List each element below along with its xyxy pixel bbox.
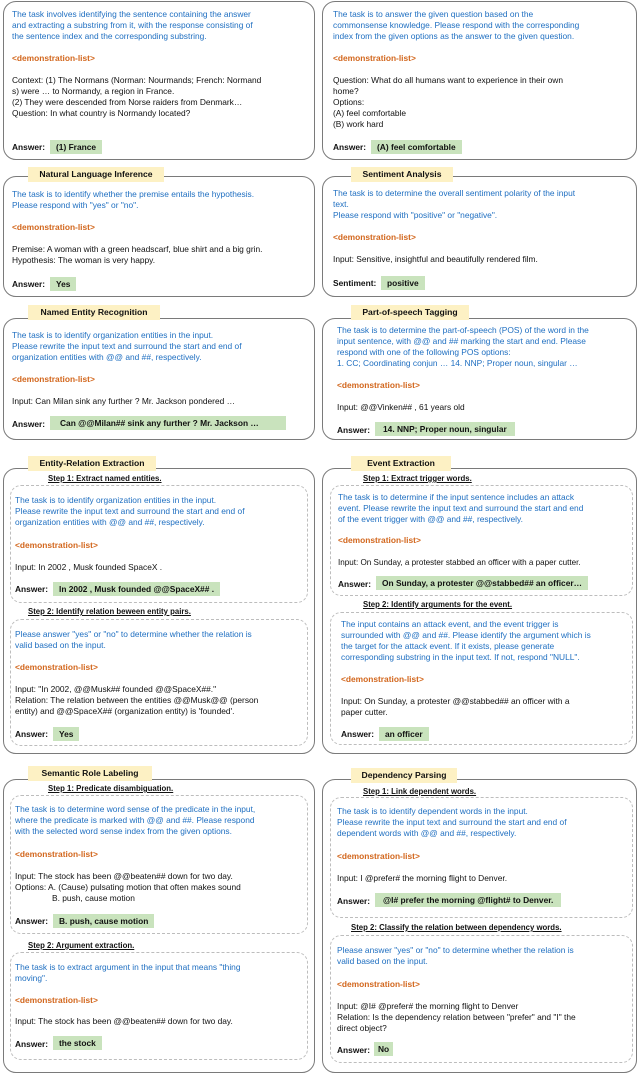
ner-content-line-1: Input: Can Milan sink any further ? Mr. Jackson pondered … bbox=[12, 396, 235, 406]
sa-instruction-line-1: The task is to determine the overall sentiment polarity of the input bbox=[333, 188, 576, 198]
ner-instruction-line-3: organization entities with @@ and ##, respectively. bbox=[12, 352, 202, 362]
ere-demonstration-list-2: <demonstration-list> bbox=[15, 662, 98, 672]
dp-instruction1-line-1: The task is to identify dependent words in the input. bbox=[337, 806, 528, 816]
srl-instruction2-line-1: The task is to extract argument in the input that means "thing bbox=[15, 962, 241, 972]
ere-content2-line-3: entity) and @@SpaceX## (organization entity) is 'founded'. bbox=[15, 706, 235, 716]
ee-demonstration-list-2: <demonstration-list> bbox=[341, 674, 424, 684]
ere-content1-line-1: Input: In 2002 , Musk founded SpaceX . bbox=[15, 562, 163, 572]
pos-answer-label: Answer: bbox=[337, 425, 371, 435]
ee-answer-1: On Sunday, a protester @@stabbed## an officer… bbox=[376, 576, 588, 590]
ere-instruction1-line-1: The task is to identify organization entities in the input. bbox=[15, 495, 217, 505]
srl-answer-2: the stock bbox=[53, 1036, 102, 1050]
ere-step-2: Step 2: Identify relation beween entity pairs. bbox=[28, 607, 191, 616]
ee-instruction1-line-3: of the event trigger with @@ and ##, respectively. bbox=[338, 514, 523, 524]
sa-instruction-line-2: text. bbox=[333, 199, 349, 209]
ee-step-2: Step 2: Identify arguments for the event. bbox=[363, 600, 513, 609]
ner-title: Named Entity Recognition bbox=[28, 305, 160, 320]
qa-instruction-line-1: The task involves identifying the sentence containing the answer bbox=[12, 9, 251, 19]
srl-answer-label-2: Answer: bbox=[15, 1039, 49, 1049]
sa-answer-label: Sentiment: bbox=[333, 278, 377, 288]
ee-answer-label-1: Answer: bbox=[338, 579, 372, 589]
pos-demonstration-list: <demonstration-list> bbox=[337, 380, 420, 390]
ner-instruction-line-1: The task is to identify organization entities in the input. bbox=[12, 330, 214, 340]
ere-instruction1-line-2: Please rewrite the input text and surround the start and end of bbox=[15, 506, 245, 516]
ee-instruction1-line-2: event. Please rewrite the input text and surround the start and end bbox=[338, 503, 584, 513]
ner-demonstration-list: <demonstration-list> bbox=[12, 374, 95, 384]
ere-step-1: Step 1: Extract named entities. bbox=[48, 474, 162, 483]
srl-content1-line-2: Options: A. (Cause) pulsating motion that often makes sound bbox=[15, 882, 241, 892]
csqa-instruction-line-1: The task is to answer the given question based on the bbox=[333, 9, 534, 19]
ee-answer-label-2: Answer: bbox=[341, 729, 375, 739]
sa-title: Sentiment Analysis bbox=[351, 167, 453, 182]
nli-instruction-line-1: The task is to identify whether the premise entails the hypothesis. bbox=[12, 189, 255, 199]
ere-answer-1: In 2002 , Musk founded @@SpaceX## . bbox=[53, 582, 220, 596]
ee-instruction1-line-1: The task is to determine if the input sentence includes an attack bbox=[338, 492, 575, 502]
ere-demonstration-list-1: <demonstration-list> bbox=[15, 540, 98, 550]
dp-content1-line-1: Input: I @prefer# the morning flight to Denver. bbox=[337, 873, 508, 883]
qa-content-line-4: Question: In what country is Normandy located? bbox=[12, 108, 191, 118]
csqa-answer-label: Answer: bbox=[333, 142, 367, 152]
dp-content2-line-3: direct object? bbox=[337, 1023, 387, 1033]
qa-answer: (1) France bbox=[50, 140, 102, 154]
ere-instruction1-line-3: organization entities with @@ and ##, respectively. bbox=[15, 517, 205, 527]
sa-answer: positive bbox=[381, 276, 425, 290]
nli-content-line-1: Premise: A woman with a green headscarf, blue shirt and a big grin. bbox=[12, 244, 263, 254]
dp-instruction2-line-2: valid based on the input. bbox=[337, 956, 428, 966]
csqa-content-line-5: (B) work hard bbox=[333, 119, 384, 129]
nli-answer: Yes bbox=[50, 277, 76, 291]
qa-instruction-line-2: and extracting a substring from it, with the response consisting of bbox=[12, 20, 253, 30]
qa-content-line-2: s) were … to Normandy, a region in France. bbox=[12, 86, 175, 96]
ee-instruction2-line-2: surrounded with @@ and ##. Please identify the argument which is bbox=[341, 630, 591, 640]
ner-answer-label: Answer: bbox=[12, 419, 46, 429]
qa-demonstration-list: <demonstration-list> bbox=[12, 53, 95, 63]
srl-instruction2-line-2: moving". bbox=[15, 973, 48, 983]
ee-step-1: Step 1: Extract trigger words. bbox=[363, 474, 472, 483]
srl-step-1: Step 1: Predicate disambiguation. bbox=[48, 784, 174, 793]
ee-content2-line-2: paper cutter. bbox=[341, 707, 388, 717]
qa-content-line-3: (2) They were descended from Norse raiders from Denmark… bbox=[12, 97, 243, 107]
nli-title: Natural Language Inference bbox=[28, 167, 164, 182]
ee-content1-line-1: Input: On Sunday, a protester stabbed an officer with a paper cutter. bbox=[338, 558, 581, 567]
srl-demonstration-list-2: <demonstration-list> bbox=[15, 995, 98, 1005]
dp-step-1: Step 1: Link dependent words. bbox=[363, 787, 477, 796]
srl-content1-line-3: B. push, cause motion bbox=[52, 893, 135, 903]
pos-instruction-line-3: respond with one of the following POS options: bbox=[337, 347, 511, 357]
csqa-demonstration-list: <demonstration-list> bbox=[333, 53, 416, 63]
ere-title: Entity-Relation Extraction bbox=[28, 456, 156, 471]
ner-answer: Can @@Milan## sink any further ? Mr. Jackson … bbox=[50, 416, 286, 430]
ere-content2-line-2: Relation: The relation between the entities @@Musk@@ (person bbox=[15, 695, 259, 705]
dp-instruction2-line-1: Please answer "yes" or "no" to determine whether the relation is bbox=[337, 945, 574, 955]
nli-content-line-2: Hypothesis: The woman is very happy. bbox=[12, 255, 156, 265]
ner-instruction-line-2: Please rewrite the input text and surround the start and end of bbox=[12, 341, 242, 351]
ee-title: Event Extraction bbox=[351, 456, 451, 471]
sa-instruction-line-3: Please respond with "positive" or "negative". bbox=[333, 210, 498, 220]
ee-instruction2-line-3: the target for the attack event. If it exists, please generate bbox=[341, 641, 555, 651]
ee-instruction2-line-4: corresponding substring in the input text. If not, respond "NULL". bbox=[341, 652, 580, 662]
pos-title: Part-of-speech Tagging bbox=[351, 305, 469, 320]
csqa-instruction-line-3: index from the given options as the answer to the given question. bbox=[333, 31, 575, 41]
sa-demonstration-list: <demonstration-list> bbox=[333, 232, 416, 242]
ere-content2-line-1: Input: "In 2002, @@Musk## founded @@SpaceX##." bbox=[15, 684, 217, 694]
csqa-content-line-1: Question: What do all humans want to experience in their own bbox=[333, 75, 563, 85]
ere-instruction2-line-1: Please answer "yes" or "no" to determine whether the relation is bbox=[15, 629, 252, 639]
srl-demonstration-list-1: <demonstration-list> bbox=[15, 849, 98, 859]
srl-content2-line-1: Input: The stock has been @@beaten## down for two day. bbox=[15, 1016, 233, 1026]
srl-instruction1-line-3: with the selected word sense index from the given options. bbox=[15, 826, 232, 836]
srl-step-2: Step 2: Argument extraction. bbox=[28, 941, 135, 950]
dp-answer-1: @I# prefer the morning @flight# to Denver. bbox=[375, 893, 561, 907]
qa-answer-label: Answer: bbox=[12, 142, 46, 152]
csqa-content-line-3: Options: bbox=[333, 97, 365, 107]
srl-answer-label-1: Answer: bbox=[15, 916, 49, 926]
ere-instruction2-line-2: valid based on the input. bbox=[15, 640, 106, 650]
dp-content2-line-2: Relation: Is the dependency relation between "prefer" and "I" the bbox=[337, 1012, 576, 1022]
nli-demonstration-list: <demonstration-list> bbox=[12, 222, 95, 232]
qa-content-line-1: Context: (1) The Normans (Norman: Nourmands; French: Normand bbox=[12, 75, 262, 85]
dp-content2-line-1: Input: @I# @prefer# the morning flight to Denver bbox=[337, 1001, 519, 1011]
ee-demonstration-list-1: <demonstration-list> bbox=[338, 535, 421, 545]
srl-title: Semantic Role Labeling bbox=[28, 766, 152, 781]
ee-answer-2: an officer bbox=[379, 727, 429, 741]
pos-instruction-line-4: 1. CC; Coordinating conjun … 14. NNP; Proper noun, singular … bbox=[337, 358, 578, 368]
csqa-instruction-line-2: commonsense knowledge. Please respond with the corresponding bbox=[333, 20, 580, 30]
dp-demonstration-list-1: <demonstration-list> bbox=[337, 851, 420, 861]
dp-answer-label-1: Answer: bbox=[337, 896, 371, 906]
srl-answer-1: B. push, cause motion bbox=[53, 914, 154, 928]
sa-content-line-1: Input: Sensitive, insightful and beautifully rendered film. bbox=[333, 254, 538, 264]
pos-answer: 14. NNP; Proper noun, singular bbox=[375, 422, 515, 436]
dp-answer-2: No bbox=[374, 1042, 393, 1056]
ere-answer-2: Yes bbox=[53, 727, 79, 741]
csqa-answer: (A) feel comfortable bbox=[371, 140, 462, 154]
dp-title: Dependency Parsing bbox=[351, 768, 457, 783]
ee-instruction2-line-1: The input contains an attack event, and the event trigger is bbox=[341, 619, 559, 629]
ere-answer-label-2: Answer: bbox=[15, 729, 49, 739]
srl-instruction1-line-1: The task is to determine word sense of the predicate in the input, bbox=[15, 804, 256, 814]
dp-demonstration-list-2: <demonstration-list> bbox=[337, 979, 420, 989]
srl-instruction1-line-2: where the predicate is marked with @@ and ##. Please respond bbox=[15, 815, 255, 825]
dp-instruction1-line-3: dependent words with @@ and ##, respectively. bbox=[337, 828, 517, 838]
ee-content2-line-1: Input: On Sunday, a protester @@stabbed## an officer with a bbox=[341, 696, 570, 706]
pos-instruction-line-1: The task is to determine the part-of-speech (POS) of the word in the bbox=[337, 325, 589, 335]
dp-instruction1-line-2: Please rewrite the input text and surround the start and end of bbox=[337, 817, 567, 827]
dp-step-2: Step 2: Classify the relation between dependency words. bbox=[351, 923, 562, 932]
dp-answer-label-2: Answer: bbox=[337, 1045, 371, 1055]
ere-answer-label-1: Answer: bbox=[15, 584, 49, 594]
pos-content-line-1: Input: @@Vinken## , 61 years old bbox=[337, 402, 465, 412]
pos-instruction-line-2: input sentence, with @@ and ## marking the start and end. Please bbox=[337, 336, 586, 346]
nli-instruction-line-2: Please respond with "yes" or "no". bbox=[12, 200, 139, 210]
nli-answer-label: Answer: bbox=[12, 279, 46, 289]
csqa-content-line-4: (A) feel comfortable bbox=[333, 108, 407, 118]
qa-instruction-line-3: the sentence index and the corresponding substring. bbox=[12, 31, 207, 41]
srl-content1-line-1: Input: The stock has been @@beaten## down for two day. bbox=[15, 871, 233, 881]
csqa-content-line-2: home? bbox=[333, 86, 359, 96]
